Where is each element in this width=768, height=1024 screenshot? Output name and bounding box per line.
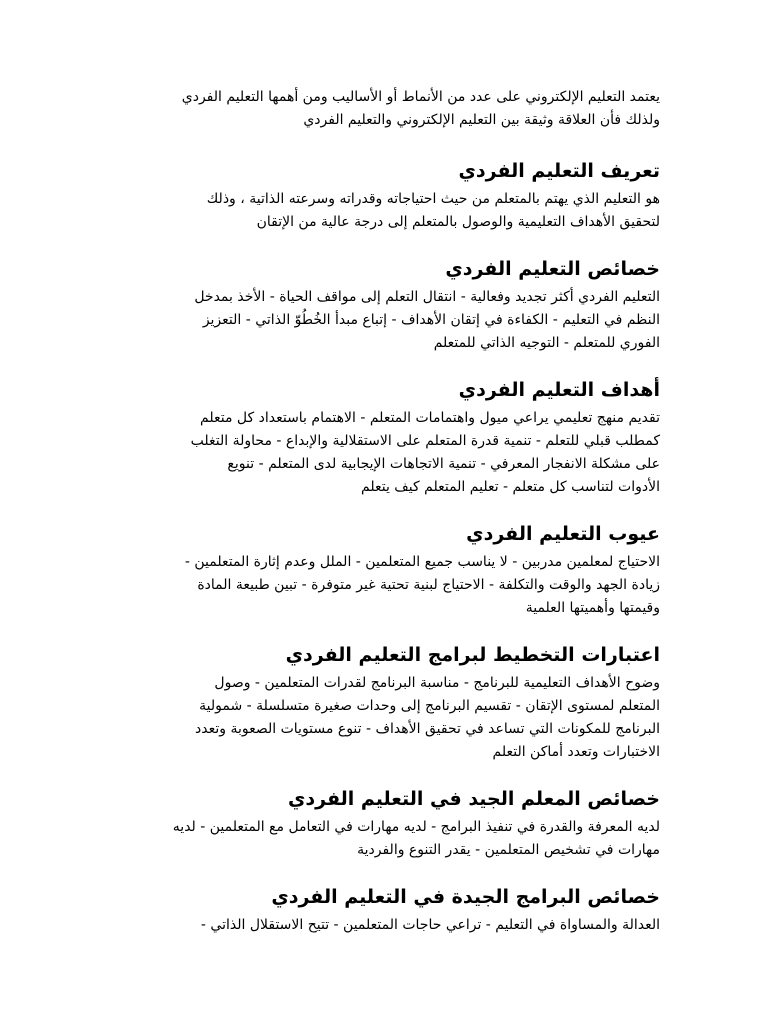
text-line: الاختبارات وتعدد أماكن التعلم	[492, 744, 660, 760]
section-good-teacher	[100, 786, 660, 862]
section-heading: عيوب التعليم الفردي	[466, 523, 660, 545]
section-body	[100, 914, 660, 937]
section-body	[100, 286, 660, 355]
text-line: البرنامج للمكونات التي تساعد في تحقيق الأهداف - تنوع مستويات الصعوبة وتعدد	[195, 721, 660, 737]
text-line: لتحقيق الأهداف التعليمية والوصول بالمتعلم إلى درجة عالية من الإتقان	[256, 214, 660, 230]
section-drawbacks	[100, 521, 660, 620]
text-line: زيادة الجهد والوقت والتكلفة - الاحتياج لبنية تحتية غير متوفرة - تبين طبيعة المادة	[197, 577, 660, 593]
section-good-programs	[100, 884, 660, 937]
section-heading: اعتبارات التخطيط لبرامج التعليم الفردي	[285, 644, 660, 666]
text-line: مهارات في تشخيص المتعلمين - يقدر التنوع والفردية	[357, 842, 660, 858]
text-line: النظم في التعليم - الكفاءة في إتقان الأهداف - إتباع مبدأ الخُطُوّ الذاتي - التعزيز	[202, 312, 660, 328]
intro-paragraph	[100, 86, 660, 132]
section-body	[100, 188, 660, 234]
text-line: الاحتياج لمعلمين مدربين - لا يناسب جميع المتعلمين - الملل وعدم إثارة المتعلمين -	[184, 554, 660, 570]
text-line: وضوح الأهداف التعليمية للبرنامج - مناسبة البرنامج لقدرات المتعلمين - وصول	[214, 675, 660, 691]
section-goals	[100, 377, 660, 499]
text-line: الأدوات لتناسب كل متعلم - تعليم المتعلم كيف يتعلم	[361, 479, 660, 495]
text-line: على مشكلة الانفجار المعرفي - تنمية الاتجاهات الإيجابية لدى المتعلم - تنويع	[227, 456, 660, 472]
text-line: المتعلم لمستوى الإتقان - تقسيم البرنامج إلى وحدات صغيرة متسلسلة - شمولية	[199, 698, 660, 714]
text-line: ولذلك فأن العلاقة وثيقة بين التعليم الإلكتروني والتعليم الفردي	[303, 112, 660, 128]
section-characteristics	[100, 256, 660, 355]
text-line: التعليم الفردي أكثر تجديد وفعالية - انتقال التعلم إلى مواقف الحياة - الأخذ بمدخل	[194, 289, 660, 305]
document-page	[100, 86, 660, 959]
text-line: الفوري للمتعلم - التوجيه الذاتي للمتعلم	[433, 335, 660, 351]
section-body	[100, 551, 660, 620]
text-line: لديه المعرفة والقدرة في تنفيذ البرامج - لديه مهارات في التعامل مع المتعلمين - لديه	[172, 819, 660, 835]
text-line: هو التعليم الذي يهتم بالمتعلم من حيث احتياجاته وقدراته وسرعته الذاتية ، وذلك	[206, 191, 660, 207]
section-body	[100, 816, 660, 862]
section-definition	[100, 158, 660, 234]
section-heading: تعريف التعليم الفردي	[458, 160, 660, 182]
section-heading: خصائص المعلم الجيد في التعليم الفردي	[287, 788, 660, 810]
section-body	[100, 407, 660, 499]
text-line: كمطلب قبلي للتعلم - تنمية قدرة المتعلم على الاستقلالية والإبداع - محاولة التغلب	[190, 433, 660, 449]
text-line: وقيمتها وأهميتها العلمية	[525, 600, 660, 616]
section-heading: أهداف التعليم الفردي	[458, 379, 660, 401]
section-body	[100, 672, 660, 764]
text-line: العدالة والمساواة في التعليم - تراعي حاجات المتعلمين - تتيح الاستقلال الذاتي -	[200, 917, 660, 933]
text-line: تقديم منهج تعليمي يراعي ميول واهتمامات المتعلم - الاهتمام باستعداد كل متعلم	[200, 410, 660, 426]
section-planning-considerations	[100, 642, 660, 764]
text-line: يعتمد التعليم الإلكتروني على عدد من الأنماط أو الأساليب ومن أهمها التعليم الفردي	[181, 89, 660, 105]
section-heading: خصائص البرامج الجيدة في التعليم الفردي	[271, 886, 660, 908]
section-heading: خصائص التعليم الفردي	[445, 258, 660, 280]
